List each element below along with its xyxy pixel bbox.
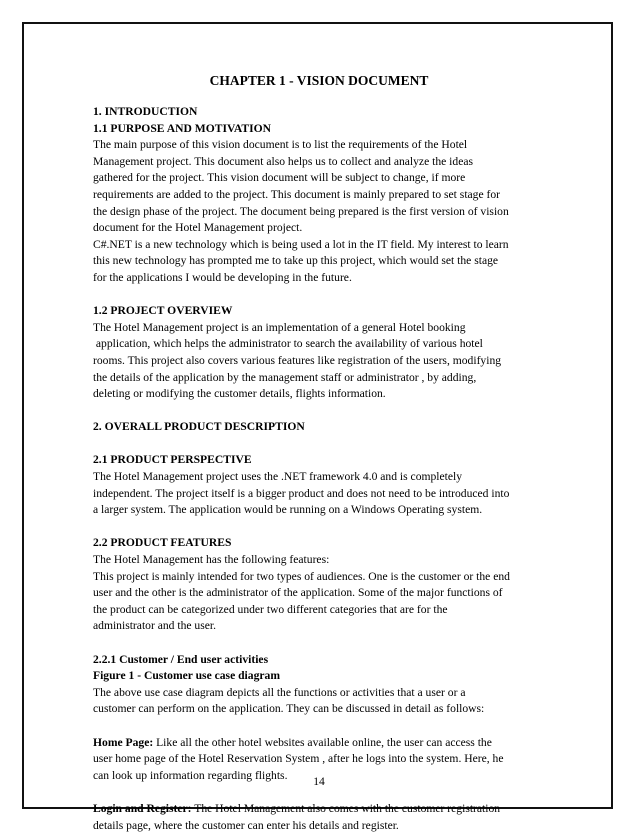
- text-line: user and the other is the administrator of the application. Some of the major functions of: [93, 586, 503, 600]
- text-line: the design phase of the project. The document being prepared is the first version of vision: [93, 204, 509, 218]
- text-line: independent. The project itself is a bigger product and does not need to be introduced into: [93, 486, 510, 500]
- term-home-page: Home Page:: [93, 735, 154, 749]
- paragraph-product-perspective: [93, 469, 539, 519]
- section-heading-project-overview: 1.2 PROJECT OVERVIEW: [93, 304, 233, 318]
- text-line: deleting or modifying the customer details, flights information.: [93, 387, 386, 401]
- text-line: the details of the application by the management staff or administrator , by adding,: [93, 370, 477, 384]
- text-line: gathered for the project. This vision document will be subject to change, if more: [93, 171, 466, 185]
- text-line: requirements are added to the project. This document is mainly prepared to set stage for: [93, 187, 501, 201]
- text-line: document for the Hotel Management project.: [93, 221, 303, 235]
- term-login-register: Login and Register:: [93, 801, 192, 815]
- text-line: customer can perform on the application. They can be discussed in detail as follows:: [93, 702, 485, 716]
- text-line: The above use case diagram depicts all the functions or activities that a user or a: [93, 685, 466, 699]
- text-line: The Hotel Management has the following features:: [93, 553, 330, 567]
- page-number: 14: [313, 775, 325, 788]
- text-line: administrator and the user.: [93, 619, 216, 633]
- text-line: The Hotel Management project is an implementation of a general Hotel booking: [93, 320, 466, 334]
- paragraph-login-register: [93, 801, 539, 834]
- text-run: The Hotel Management also comes with the customer registration: [191, 801, 501, 815]
- paragraph-project-overview: [93, 320, 539, 403]
- paragraph-purpose: [93, 137, 539, 286]
- paragraph-use-case: [93, 685, 539, 718]
- text-line: can look up information regarding flights.: [93, 768, 288, 782]
- text-line: this new technology has prompted me to take up this project, which would set the stage: [93, 254, 499, 268]
- figure-caption: Figure 1 - Customer use case diagram: [93, 669, 280, 683]
- text-line: user home page of the Hotel Reservation System , after he logs into the system. Here, he: [93, 752, 504, 766]
- text-line: Management project. This document also helps us to collect and analyze the ideas: [93, 154, 474, 168]
- document-body: [93, 104, 539, 834]
- section-heading-product-features: 2.2 PRODUCT FEATURES: [93, 536, 232, 550]
- text-line: The Hotel Management project uses the .NET framework 4.0 and is completely: [93, 470, 463, 484]
- paragraph-product-features: [93, 552, 539, 635]
- text-line: The main purpose of this vision document is to list the requirements of the Hotel: [93, 138, 468, 152]
- text-line: the product can be categorized under two different categories that are for the: [93, 602, 448, 616]
- text-line: C#.NET is a new technology which is being used a lot in the IT field. My interest to learn: [93, 237, 509, 251]
- section-heading-purpose: 1.1 PURPOSE AND MOTIVATION: [93, 121, 272, 135]
- chapter-title: CHAPTER 1 - VISION DOCUMENT: [209, 73, 429, 88]
- text-line: rooms. This project also covers various features like registration of the users, modifying: [93, 353, 502, 367]
- text-line: [93, 801, 539, 818]
- text-line: for the applications I would be developing in the future.: [93, 270, 352, 284]
- text-line: This project is mainly intended for two types of audiences. One is the customer or the end: [93, 569, 510, 583]
- text-line: a larger system. The application would be running on a Windows Operating system.: [93, 503, 483, 517]
- text-line: application, which helps the administrator to search the availability of various hotel: [93, 337, 483, 351]
- section-heading-customer-activities: 2.2.1 Customer / End user activities: [93, 652, 269, 666]
- section-heading-overall-description: 2. OVERALL PRODUCT DESCRIPTION: [93, 420, 305, 434]
- text-line: [93, 735, 539, 752]
- section-heading-introduction: 1. INTRODUCTION: [93, 105, 198, 118]
- text-line: details page, where the customer can enter his details and register.: [93, 818, 399, 832]
- text-run: Like all the other hotel websites available online, the user can access the: [153, 735, 492, 749]
- section-heading-product-perspective: 2.1 PRODUCT PERSPECTIVE: [93, 453, 252, 467]
